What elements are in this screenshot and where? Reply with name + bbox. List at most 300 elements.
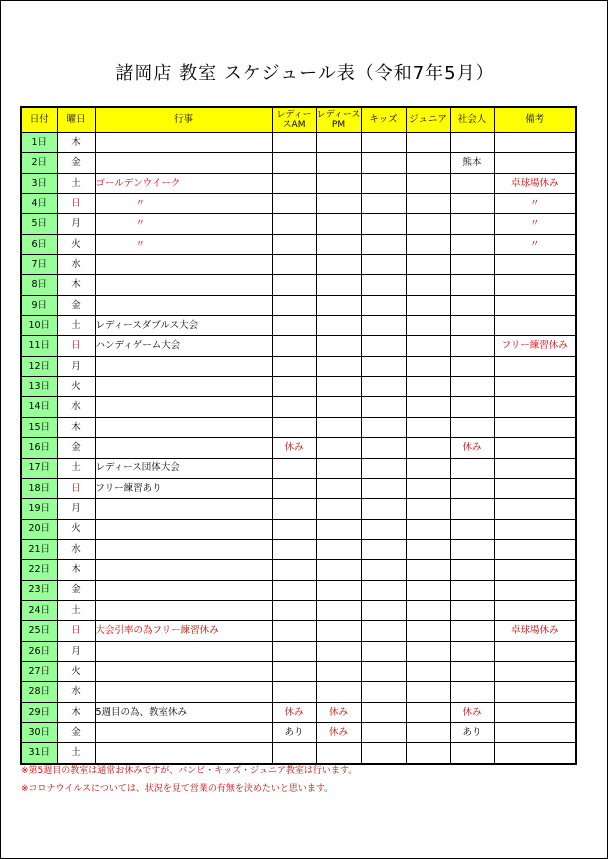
adult-cell — [450, 580, 494, 600]
weekday-cell: 土 — [57, 743, 95, 764]
junior-cell — [406, 438, 450, 458]
ladies-pm-cell — [316, 539, 361, 559]
footnote: ※コロナウイルスについては、状況を見て営業の有無を決めたいと思います。 — [21, 784, 334, 794]
junior-cell — [406, 356, 450, 376]
kids-cell — [361, 133, 406, 153]
ladies-pm-cell — [316, 661, 361, 681]
weekday-cell: 木 — [57, 275, 95, 295]
junior-cell — [406, 377, 450, 397]
ladies-pm-cell — [316, 397, 361, 417]
adult-cell — [450, 173, 494, 193]
junior-cell — [406, 478, 450, 498]
notes-cell: フリー練習休み — [494, 336, 576, 356]
header-ladies-pm: レディースPM — [316, 107, 361, 133]
event-cell — [95, 600, 272, 620]
ladies-pm-cell — [316, 377, 361, 397]
notes-cell: 卓球場休み — [494, 621, 576, 641]
junior-cell — [406, 600, 450, 620]
ladies-am-cell: あり — [272, 722, 316, 742]
day-cell: 24日 — [21, 600, 57, 620]
ladies-pm-cell — [316, 275, 361, 295]
adult-cell: 休み — [450, 438, 494, 458]
kids-cell — [361, 377, 406, 397]
weekday-cell: 日 — [57, 194, 95, 214]
adult-cell: 熊本 — [450, 153, 494, 173]
kids-cell — [361, 661, 406, 681]
ladies-pm-cell — [316, 295, 361, 315]
table-row — [21, 702, 576, 722]
ladies-am-cell — [272, 478, 316, 498]
day-cell: 8日 — [21, 275, 57, 295]
ladies-pm-cell: 休み — [316, 702, 361, 722]
header-ladies-am: レディースAM — [272, 107, 316, 133]
table-row — [21, 519, 576, 539]
table-row — [21, 600, 576, 620]
kids-cell — [361, 600, 406, 620]
notes-cell — [494, 519, 576, 539]
notes-cell — [494, 722, 576, 742]
junior-cell — [406, 234, 450, 254]
table-row — [21, 336, 576, 356]
table-row — [21, 560, 576, 580]
adult-cell — [450, 641, 494, 661]
ladies-am-cell — [272, 133, 316, 153]
weekday-cell: 土 — [57, 600, 95, 620]
day-cell: 11日 — [21, 336, 57, 356]
ladies-am-cell — [272, 234, 316, 254]
ladies-am-cell — [272, 214, 316, 234]
ladies-am-cell — [272, 682, 316, 702]
day-cell: 18日 — [21, 478, 57, 498]
day-cell: 27日 — [21, 661, 57, 681]
event-cell: 〃 — [95, 234, 272, 254]
junior-cell — [406, 682, 450, 702]
ladies-am-cell — [272, 417, 316, 437]
weekday-cell: 火 — [57, 519, 95, 539]
notes-cell — [494, 133, 576, 153]
header-day: 日付 — [21, 107, 57, 133]
junior-cell — [406, 295, 450, 315]
table-row — [21, 356, 576, 376]
kids-cell — [361, 641, 406, 661]
weekday-cell: 金 — [57, 438, 95, 458]
event-cell — [95, 295, 272, 315]
kids-cell — [361, 682, 406, 702]
weekday-cell: 木 — [57, 417, 95, 437]
adult-cell — [450, 519, 494, 539]
kids-cell — [361, 499, 406, 519]
weekday-cell: 金 — [57, 153, 95, 173]
table-row — [21, 621, 576, 641]
notes-cell — [494, 478, 576, 498]
notes-cell — [494, 438, 576, 458]
event-cell — [95, 722, 272, 742]
notes-cell — [494, 499, 576, 519]
kids-cell — [361, 153, 406, 173]
kids-cell — [361, 275, 406, 295]
kids-cell — [361, 316, 406, 336]
ladies-pm-cell — [316, 234, 361, 254]
adult-cell — [450, 356, 494, 376]
day-cell: 17日 — [21, 458, 57, 478]
table-row — [21, 743, 576, 764]
adult-cell — [450, 682, 494, 702]
weekday-cell: 日 — [57, 478, 95, 498]
event-cell: 5週目の為、教室休み — [95, 702, 272, 722]
event-cell: 〃 — [95, 194, 272, 214]
day-cell: 13日 — [21, 377, 57, 397]
adult-cell — [450, 275, 494, 295]
weekday-cell: 金 — [57, 295, 95, 315]
junior-cell — [406, 397, 450, 417]
weekday-cell: 月 — [57, 214, 95, 234]
day-cell: 31日 — [21, 743, 57, 764]
junior-cell — [406, 194, 450, 214]
event-cell — [95, 356, 272, 376]
notes-cell: 〃 — [494, 194, 576, 214]
junior-cell — [406, 214, 450, 234]
weekday-cell: 木 — [57, 133, 95, 153]
junior-cell — [406, 417, 450, 437]
table-row — [21, 275, 576, 295]
ladies-am-cell — [272, 661, 316, 681]
schedule-body — [21, 133, 576, 764]
junior-cell — [406, 275, 450, 295]
day-cell: 25日 — [21, 621, 57, 641]
ladies-am-cell — [272, 600, 316, 620]
table-row — [21, 377, 576, 397]
ladies-pm-cell — [316, 336, 361, 356]
weekday-cell: 日 — [57, 621, 95, 641]
weekday-cell: 水 — [57, 397, 95, 417]
table-row — [21, 173, 576, 193]
day-cell: 4日 — [21, 194, 57, 214]
notes-cell — [494, 458, 576, 478]
adult-cell — [450, 743, 494, 764]
kids-cell — [361, 214, 406, 234]
junior-cell — [406, 702, 450, 722]
adult-cell — [450, 295, 494, 315]
weekday-cell: 火 — [57, 377, 95, 397]
event-cell: 大会引率の為フリー練習休み — [95, 621, 272, 641]
event-cell: レディース団体大会 — [95, 458, 272, 478]
kids-cell — [361, 255, 406, 275]
ladies-am-cell — [272, 255, 316, 275]
ladies-am-cell — [272, 458, 316, 478]
notes-cell — [494, 153, 576, 173]
adult-cell — [450, 234, 494, 254]
junior-cell — [406, 336, 450, 356]
event-cell — [95, 438, 272, 458]
ladies-am-cell — [272, 173, 316, 193]
notes-cell — [494, 255, 576, 275]
event-cell — [95, 560, 272, 580]
weekday-cell: 日 — [57, 336, 95, 356]
kids-cell — [361, 438, 406, 458]
junior-cell — [406, 539, 450, 559]
ladies-am-cell — [272, 295, 316, 315]
ladies-pm-cell — [316, 621, 361, 641]
notes-cell: 〃 — [494, 234, 576, 254]
weekday-cell: 月 — [57, 641, 95, 661]
table-row — [21, 397, 576, 417]
ladies-pm-cell — [316, 438, 361, 458]
kids-cell — [361, 173, 406, 193]
junior-cell — [406, 661, 450, 681]
table-row — [21, 478, 576, 498]
weekday-cell: 月 — [57, 499, 95, 519]
weekday-cell: 土 — [57, 458, 95, 478]
table-row — [21, 722, 576, 742]
day-cell: 30日 — [21, 722, 57, 742]
weekday-cell: 金 — [57, 580, 95, 600]
ladies-am-cell — [272, 539, 316, 559]
ladies-am-cell — [272, 580, 316, 600]
notes-cell — [494, 641, 576, 661]
kids-cell — [361, 722, 406, 742]
ladies-am-cell — [272, 743, 316, 764]
table-row — [21, 682, 576, 702]
notes-cell — [494, 702, 576, 722]
kids-cell — [361, 397, 406, 417]
notes-cell — [494, 377, 576, 397]
table-row — [21, 641, 576, 661]
ladies-am-cell — [272, 316, 316, 336]
ladies-pm-cell — [316, 478, 361, 498]
ladies-pm-cell — [316, 682, 361, 702]
ladies-am-cell — [272, 275, 316, 295]
weekday-cell: 木 — [57, 702, 95, 722]
ladies-pm-cell — [316, 519, 361, 539]
kids-cell — [361, 458, 406, 478]
day-cell: 16日 — [21, 438, 57, 458]
schedule-table — [20, 106, 577, 765]
weekday-cell: 土 — [57, 173, 95, 193]
weekday-cell: 月 — [57, 356, 95, 376]
notes-cell — [494, 316, 576, 336]
event-cell — [95, 153, 272, 173]
weekday-cell: 土 — [57, 316, 95, 336]
junior-cell — [406, 621, 450, 641]
ladies-am-cell — [272, 499, 316, 519]
table-row — [21, 499, 576, 519]
event-cell — [95, 397, 272, 417]
day-cell: 28日 — [21, 682, 57, 702]
ladies-pm-cell — [316, 417, 361, 437]
notes-cell — [494, 397, 576, 417]
event-cell — [95, 682, 272, 702]
ladies-am-cell — [272, 336, 316, 356]
day-cell: 2日 — [21, 153, 57, 173]
ladies-pm-cell — [316, 743, 361, 764]
day-cell: 5日 — [21, 214, 57, 234]
day-cell: 19日 — [21, 499, 57, 519]
event-cell — [95, 580, 272, 600]
ladies-pm-cell — [316, 458, 361, 478]
weekday-cell: 木 — [57, 560, 95, 580]
junior-cell — [406, 458, 450, 478]
ladies-pm-cell — [316, 214, 361, 234]
table-row — [21, 194, 576, 214]
adult-cell: あり — [450, 722, 494, 742]
notes-cell — [494, 600, 576, 620]
day-cell: 12日 — [21, 356, 57, 376]
notes-cell: 卓球場休み — [494, 173, 576, 193]
adult-cell — [450, 194, 494, 214]
adult-cell — [450, 417, 494, 437]
junior-cell — [406, 743, 450, 764]
notes-cell — [494, 560, 576, 580]
table-row — [21, 255, 576, 275]
table-row — [21, 580, 576, 600]
ladies-pm-cell — [316, 600, 361, 620]
adult-cell — [450, 336, 494, 356]
adult-cell — [450, 600, 494, 620]
ladies-am-cell: 休み — [272, 702, 316, 722]
adult-cell — [450, 661, 494, 681]
junior-cell — [406, 133, 450, 153]
ladies-pm-cell: 休み — [316, 722, 361, 742]
ladies-am-cell: 休み — [272, 438, 316, 458]
adult-cell — [450, 377, 494, 397]
adult-cell — [450, 255, 494, 275]
header-notes: 備考 — [494, 107, 576, 133]
day-cell: 22日 — [21, 560, 57, 580]
table-row — [21, 295, 576, 315]
day-cell: 29日 — [21, 702, 57, 722]
ladies-pm-cell — [316, 255, 361, 275]
event-cell — [95, 641, 272, 661]
table-row — [21, 417, 576, 437]
junior-cell — [406, 153, 450, 173]
ladies-pm-cell — [316, 580, 361, 600]
event-cell — [95, 539, 272, 559]
adult-cell — [450, 133, 494, 153]
table-row — [21, 661, 576, 681]
ladies-pm-cell — [316, 316, 361, 336]
kids-cell — [361, 356, 406, 376]
ladies-am-cell — [272, 621, 316, 641]
header-event: 行事 — [95, 107, 272, 133]
day-cell: 6日 — [21, 234, 57, 254]
header-weekday: 曜日 — [57, 107, 95, 133]
event-cell: ハンディゲーム大会 — [95, 336, 272, 356]
day-cell: 14日 — [21, 397, 57, 417]
notes-cell — [494, 661, 576, 681]
kids-cell — [361, 621, 406, 641]
kids-cell — [361, 539, 406, 559]
day-cell: 7日 — [21, 255, 57, 275]
header-adult: 社会人 — [450, 107, 494, 133]
kids-cell — [361, 743, 406, 764]
ladies-am-cell — [272, 153, 316, 173]
ladies-am-cell — [272, 519, 316, 539]
ladies-pm-cell — [316, 153, 361, 173]
adult-cell — [450, 499, 494, 519]
table-row — [21, 539, 576, 559]
event-cell: フリー練習あり — [95, 478, 272, 498]
page-title: 諸岡店 教室 スケジュール表（令和7年5月） — [115, 63, 495, 84]
header-row — [21, 107, 576, 133]
ladies-pm-cell — [316, 173, 361, 193]
day-cell: 3日 — [21, 173, 57, 193]
ladies-pm-cell — [316, 560, 361, 580]
day-cell: 20日 — [21, 519, 57, 539]
adult-cell — [450, 478, 494, 498]
notes-cell: 〃 — [494, 214, 576, 234]
table-row — [21, 316, 576, 336]
event-cell — [95, 377, 272, 397]
event-cell: レディースダブルス大会 — [95, 316, 272, 336]
event-cell — [95, 275, 272, 295]
weekday-cell: 水 — [57, 539, 95, 559]
header-kids: キッズ — [361, 107, 406, 133]
day-cell: 23日 — [21, 580, 57, 600]
event-cell — [95, 255, 272, 275]
junior-cell — [406, 173, 450, 193]
kids-cell — [361, 194, 406, 214]
junior-cell — [406, 499, 450, 519]
event-cell — [95, 417, 272, 437]
notes-cell — [494, 743, 576, 764]
weekday-cell: 金 — [57, 722, 95, 742]
day-cell: 1日 — [21, 133, 57, 153]
adult-cell — [450, 560, 494, 580]
ladies-am-cell — [272, 397, 316, 417]
footnotes — [21, 762, 357, 798]
weekday-cell: 火 — [57, 661, 95, 681]
weekday-cell: 火 — [57, 234, 95, 254]
ladies-pm-cell — [316, 194, 361, 214]
table-row — [21, 458, 576, 478]
event-cell — [95, 661, 272, 681]
ladies-am-cell — [272, 356, 316, 376]
kids-cell — [361, 702, 406, 722]
event-cell: 〃 — [95, 214, 272, 234]
adult-cell — [450, 621, 494, 641]
notes-cell — [494, 417, 576, 437]
ladies-am-cell — [272, 641, 316, 661]
event-cell: ゴールデンウイーク — [95, 173, 272, 193]
ladies-am-cell — [272, 194, 316, 214]
ladies-pm-cell — [316, 133, 361, 153]
kids-cell — [361, 478, 406, 498]
table-row — [21, 438, 576, 458]
kids-cell — [361, 336, 406, 356]
adult-cell — [450, 458, 494, 478]
kids-cell — [361, 560, 406, 580]
kids-cell — [361, 580, 406, 600]
junior-cell — [406, 722, 450, 742]
event-cell — [95, 133, 272, 153]
notes-cell — [494, 682, 576, 702]
ladies-am-cell — [272, 377, 316, 397]
kids-cell — [361, 295, 406, 315]
event-cell — [95, 519, 272, 539]
day-cell: 26日 — [21, 641, 57, 661]
day-cell: 21日 — [21, 539, 57, 559]
adult-cell — [450, 316, 494, 336]
adult-cell — [450, 214, 494, 234]
ladies-pm-cell — [316, 356, 361, 376]
adult-cell — [450, 397, 494, 417]
kids-cell — [361, 234, 406, 254]
ladies-pm-cell — [316, 641, 361, 661]
junior-cell — [406, 519, 450, 539]
notes-cell — [494, 275, 576, 295]
junior-cell — [406, 580, 450, 600]
footnote: ※第5週目の教室は通常お休みですが、バンビ・キッズ・ジュニア教室は行います。 — [21, 766, 358, 776]
